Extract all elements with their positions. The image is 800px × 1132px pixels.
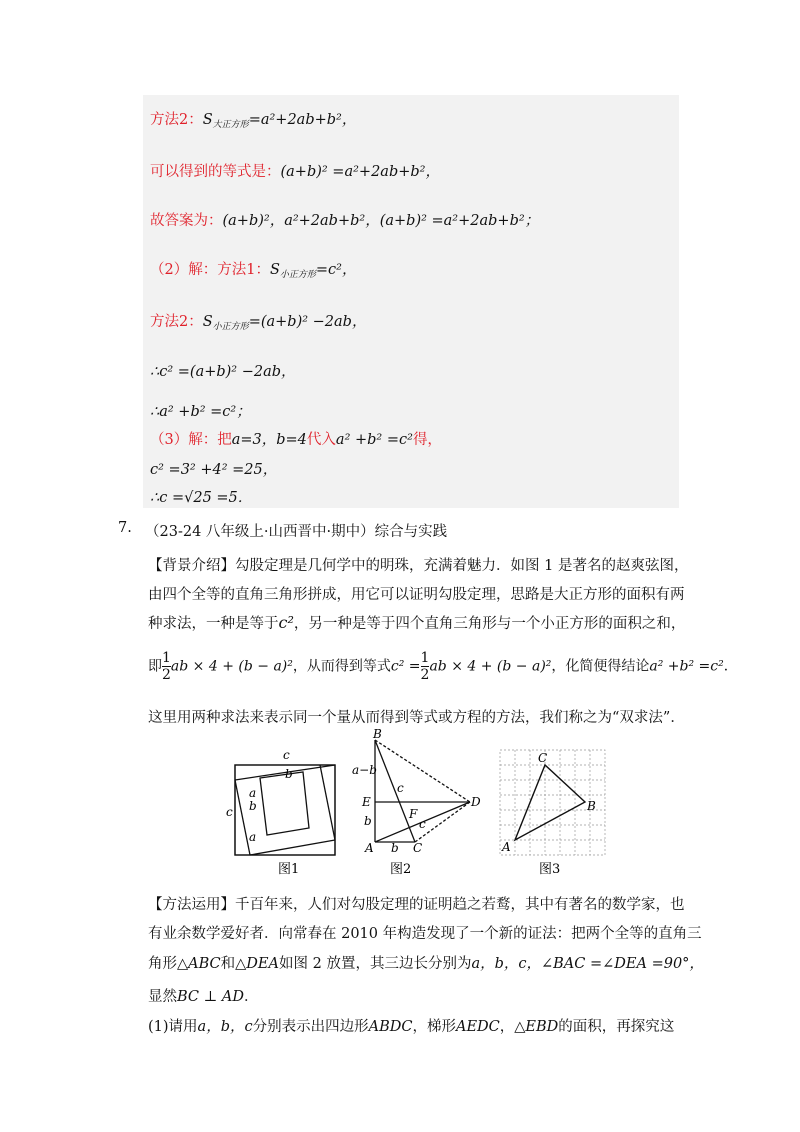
problem-header: （23-24 八年级上·山西晋中·期中）综合与实践 <box>145 524 448 540</box>
background-line-3: 种求法，一种是等于c²，另一种是等于四个直角三角形与一个小正方形的面积之和， <box>148 613 686 632</box>
answer-line-1: 方法2：$S_{大正方形}=a^2+2ab+b^2$， <box>150 112 357 130</box>
answer-line-5: 方法2：$S_{小正方形}=(a+b)^2 -2ab$， <box>150 314 367 332</box>
method-line-3: 角形△ABC和△DEA如图 2 放置，其三边长分别为a，b，c，∠BAC =∠DEA =90°， <box>148 956 704 972</box>
answer-line-7: ∴a² +b² =c²； <box>150 404 251 420</box>
problem-number: 7. <box>118 520 132 536</box>
figure-3-triangle <box>515 765 585 840</box>
fig3-label-B: B <box>587 799 596 813</box>
fig2-label-c-lower: c <box>419 817 426 831</box>
background-line-2: 由四个全等的直角三角形拼成，用它可以证明勾股定理，思路是大正方形的面积有两 <box>148 587 685 603</box>
answer-line-3: 故答案为：(a+b)²，a²+2ab+b²，(a+b)² =a²+2ab+b²； <box>150 213 540 229</box>
fig1-label-c-left: c <box>226 805 233 819</box>
answer-line-6: ∴c² =(a+b)² −2ab， <box>150 364 296 380</box>
method-line-1: 【方法运用】千百年来，人们对勾股定理的证明趋之若鹜，其中有著名的数学家，也 <box>148 897 685 913</box>
fraction-half-1: $\frac{1}{2}$ <box>162 650 171 683</box>
answer-line-4: （2）解：方法1：$S_{小正方形}=c^2$， <box>150 262 357 280</box>
question-1-line: (1)请用a，b，c分别表示出四边形ABDC，梯形AEDC，△EBD的面积，再探究这 <box>148 1019 675 1035</box>
figures <box>225 727 610 880</box>
answer-line-2: 可以得到的等式是：(a+b)² =a²+2ab+b²， <box>150 164 440 180</box>
fig1-label-b-2: b <box>249 799 257 813</box>
method-line-4: 显然BC ⊥ AD． <box>148 989 259 1005</box>
fig3-caption: 图3 <box>539 862 561 877</box>
fig1-label-b-1: b <box>285 767 293 781</box>
fig2-label-E: E <box>362 795 371 809</box>
fig2-label-c-upper: c <box>397 781 404 795</box>
answer-line-9: c² =3² +4² =25， <box>150 462 278 478</box>
background-line-4: 即 $\frac{1}{2}$ ab × 4 + (b − a)²，从而得到等式c² = $\frac{1}{2}$ ab × 4 + (b − a)²，化简便得结论a² +b² =c²． <box>148 650 738 683</box>
method-line-2: 有业余数学爱好者．向常春在 2010 年构造发现了一个新的证法：把两个全等的直角三 <box>148 926 702 942</box>
fig2-label-F: F <box>409 807 418 821</box>
fig1-caption: 图1 <box>278 862 300 877</box>
fig2-label-C: C <box>413 841 423 855</box>
background-line-5: 这里用两种求法来表示同一个量从而得到等式或方程的方法，我们称之为“双求法”． <box>148 710 685 726</box>
answer-line-10: ∴c =√25 =5． <box>150 490 253 506</box>
fig3-label-A: A <box>502 840 511 854</box>
fig1-label-a-1: a <box>249 786 257 800</box>
fig2-label-a-minus-b: a−b <box>352 763 377 777</box>
fig2-caption: 图2 <box>390 862 412 877</box>
fig3-label-C: C <box>538 751 548 765</box>
fig2-label-b-left: b <box>364 814 372 828</box>
background-line-1: 【背景介绍】勾股定理是几何学中的明珠，充满着魅力．如图 1 是著名的赵爽弦图， <box>148 558 689 574</box>
fig2-label-D: D <box>471 795 481 809</box>
fig1-label-c-top: c <box>283 748 290 762</box>
fig1-label-a-2: a <box>249 830 257 844</box>
answer-line-8: （3）解：把a=3，b=4代入a² +b² =c²得， <box>150 432 442 448</box>
fig2-label-b-bottom: b <box>391 841 399 855</box>
fig2-label-B: B <box>373 727 382 741</box>
fig2-label-A: A <box>365 841 374 855</box>
fraction-half-2: $\frac{1}{2}$ <box>420 650 430 683</box>
